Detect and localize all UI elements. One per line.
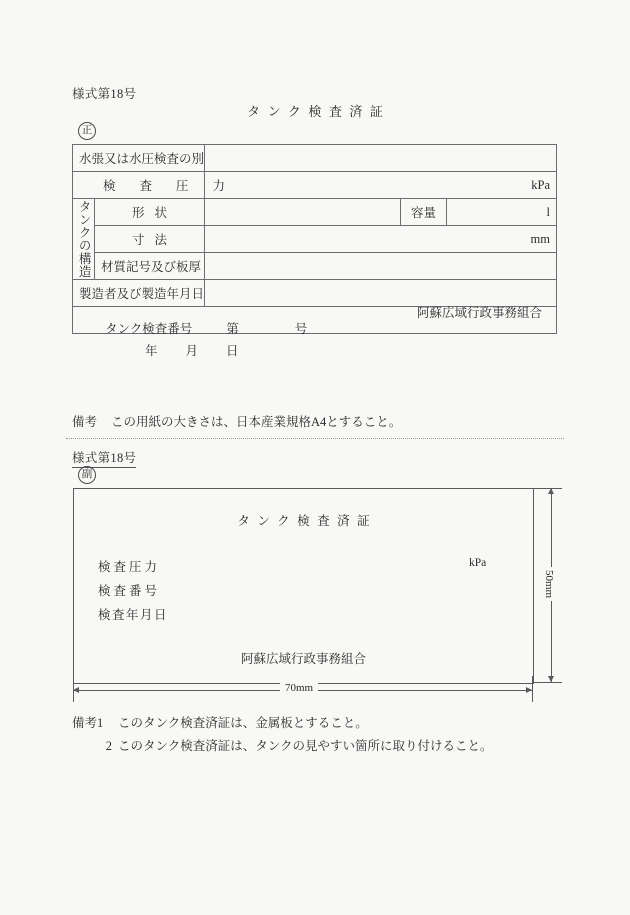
certificate-footer-cell (73, 306, 557, 358)
label-test-pressure: 検査圧力 (73, 172, 205, 199)
certificate-number-label: タンク検査番号 (105, 322, 193, 336)
table-row-material (73, 253, 557, 280)
remark-primary (72, 412, 401, 430)
plate-unit-pressure: kPa (469, 557, 487, 569)
plate-field-date: 検査年月日 (98, 608, 169, 622)
label-test-type: 水張又は水圧検査の別 (73, 145, 205, 172)
remarks-secondary (72, 712, 493, 758)
remark-number-1: 備考1 (72, 716, 104, 730)
document-title-primary: タンク検査済証 (247, 104, 391, 119)
remark-text-2: このタンク検査済証は、タンクの見やすい箇所に取り付けること。 (118, 739, 493, 754)
certificate-number-dai: 第 (226, 322, 239, 336)
dimension-extension-top (532, 488, 562, 489)
plate-title: タンク検査済証 (237, 514, 378, 528)
table-row-dimension (73, 226, 557, 253)
remark-text-primary: この用紙の大きさは、日本産業規格A4とすること。 (111, 415, 402, 429)
form-number-primary: 様式第18号 (72, 87, 137, 101)
form-number-secondary: 様式第18号 (72, 448, 136, 468)
remark-number-2: 2 (105, 739, 112, 754)
remark-label-primary: 備考 (72, 415, 98, 429)
table-row-shape (73, 199, 557, 226)
remark-row (72, 712, 493, 735)
tank-inspection-table (72, 144, 557, 358)
value-test-type[interactable] (205, 145, 557, 172)
label-capacity: 容量 (400, 199, 446, 226)
unit-pressure[interactable]: kPa (205, 172, 557, 199)
metal-plate-diagram (73, 488, 534, 684)
issuer-name-plate: 阿蘇広域行政事務組合 (240, 652, 366, 666)
issuer-name-primary: 阿蘇広域行政事務組合 (416, 306, 542, 320)
dimension-extension-right (532, 676, 533, 702)
label-dimension: 寸法 (95, 226, 205, 253)
section-divider (66, 438, 564, 439)
unit-dimension[interactable]: mm (205, 226, 557, 253)
dimension-label-width: 70mm (280, 682, 318, 694)
label-tank-structure: タンクの構造 (73, 199, 95, 280)
label-manufacturer: 製造者及び製造年月日 (73, 280, 205, 307)
date-month-label: 月 (185, 344, 199, 358)
date-year-label: 年 (145, 344, 158, 358)
table-row-pressure (73, 172, 557, 199)
certificate-number-gou: 号 (294, 322, 308, 336)
label-material: 材質記号及び板厚 (95, 253, 205, 280)
copy-mark-duplicate: 副 (78, 466, 96, 484)
certificate-number-line (105, 319, 307, 337)
label-shape: 形状 (95, 199, 205, 226)
value-shape[interactable] (205, 199, 401, 226)
remark-row (72, 735, 493, 758)
remark-text-1: このタンク検査済証は、金属板とすること。 (118, 716, 368, 730)
dimension-label-height: 50mm (543, 567, 555, 601)
date-day-label: 日 (226, 344, 239, 358)
plate-field-pressure: 検査圧力 (98, 560, 161, 574)
table-row-certificate-footer (73, 307, 557, 334)
copy-mark-original: 正 (78, 122, 96, 140)
value-material[interactable] (205, 253, 557, 280)
table-row-test-type (73, 145, 557, 172)
unit-capacity[interactable]: l (446, 199, 556, 226)
certificate-date-line (145, 341, 239, 359)
dimension-extension-bottom (532, 682, 562, 683)
plate-field-number: 検査番号 (98, 584, 161, 598)
